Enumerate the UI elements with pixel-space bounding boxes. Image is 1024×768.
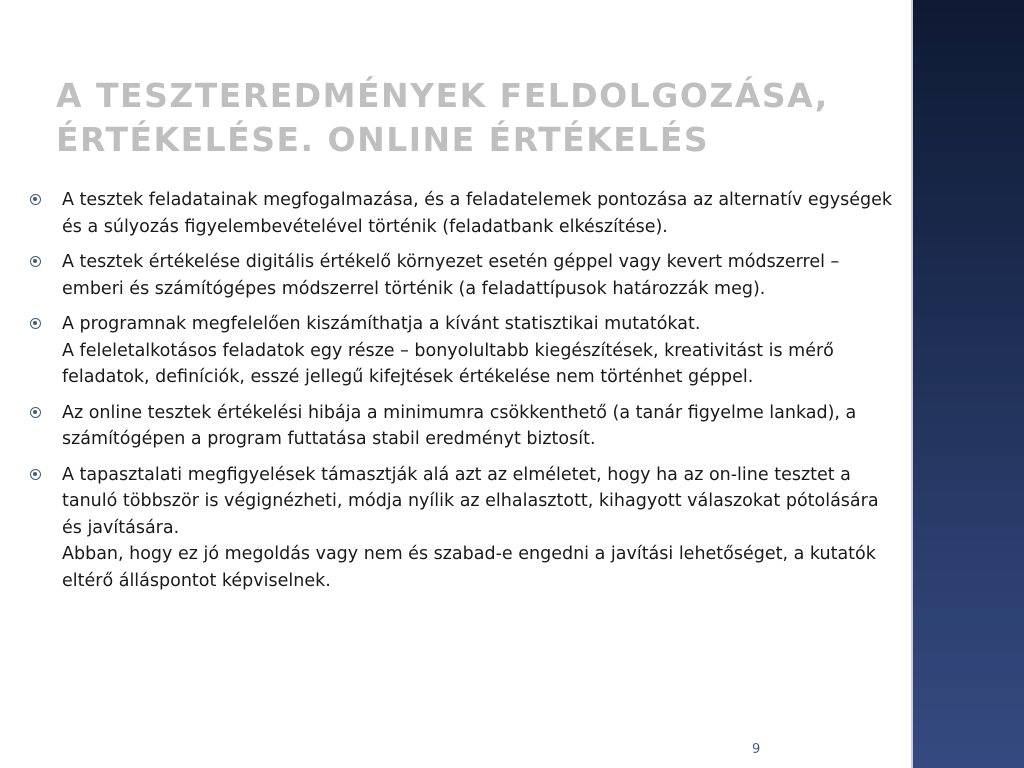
bullet-text: [62, 400, 898, 453]
bullet-paragraph: A programnak megfelelően kiszámíthatja a kívánt statisztikai mutatókat.: [62, 314, 701, 334]
bullet-item: [30, 400, 898, 453]
circle-bullet-icon: [30, 407, 41, 418]
decorative-side-panel: [913, 0, 1024, 768]
page-number: 9: [752, 742, 761, 757]
bullet-paragraph: Az online tesztek értékelési hibája a minimumra csökkenthető (a tanár figyelme lankad), a számítógépen a program futtatása stabil eredményt biztosít.: [62, 402, 857, 449]
bullet-item: [30, 311, 898, 391]
bullet-item: [30, 462, 898, 595]
bullet-paragraph: A tapasztalati megfigyelések támasztják alá azt az elméletet, hogy ha az on-line tesztet a tanuló többször is végignézheti, módja nyílik az elhalasztott, kihagyott válaszokat pótolására és javítására.: [62, 464, 879, 538]
circle-bullet-icon: [30, 256, 41, 267]
bullet-item: [30, 249, 898, 302]
slide-title-line-2: ÉRTÉKELÉSE. ONLINE ÉRTÉKELÉS: [56, 120, 710, 159]
bullet-paragraph: A tesztek értékelése digitális értékelő környezet esetén géppel vagy kevert módszerrel – emberi és számítógépes módszerrel történik (a feladattípusok határozzák meg).: [62, 252, 840, 299]
bullet-text: [62, 311, 898, 391]
bullet-paragraph: Abban, hogy ez jó megoldás vagy nem és szabad-e engedni a javítási lehetőséget, a kutatók eltérő álláspontot képviselnek.: [62, 544, 876, 591]
bullet-text: [62, 187, 898, 240]
bullet-text: [62, 462, 898, 595]
slide-title-line-1: A TESZTEREDMÉNYEK FELDOLGOZÁSA,: [56, 76, 829, 115]
bullet-list: [30, 187, 898, 603]
circle-bullet-icon: [30, 469, 41, 480]
bullet-paragraph: A feleletalkotásos feladatok egy része – bonyolultabb kiegészítések, kreativitást is mérő feladatok, definíciók, esszé jellegű kifejtések értékelése nem történhet géppel.: [62, 340, 834, 387]
bullet-text: [62, 249, 898, 302]
bullet-item: [30, 187, 898, 240]
slide-title: [56, 74, 896, 162]
circle-bullet-icon: [30, 194, 41, 205]
circle-bullet-icon: [30, 318, 41, 329]
bullet-paragraph: A tesztek feladatainak megfogalmazása, és a feladatelemek pontozása az alternatív egységek és a súlyozás figyelembevételével történik (feladatbank elkészítése).: [62, 190, 893, 237]
